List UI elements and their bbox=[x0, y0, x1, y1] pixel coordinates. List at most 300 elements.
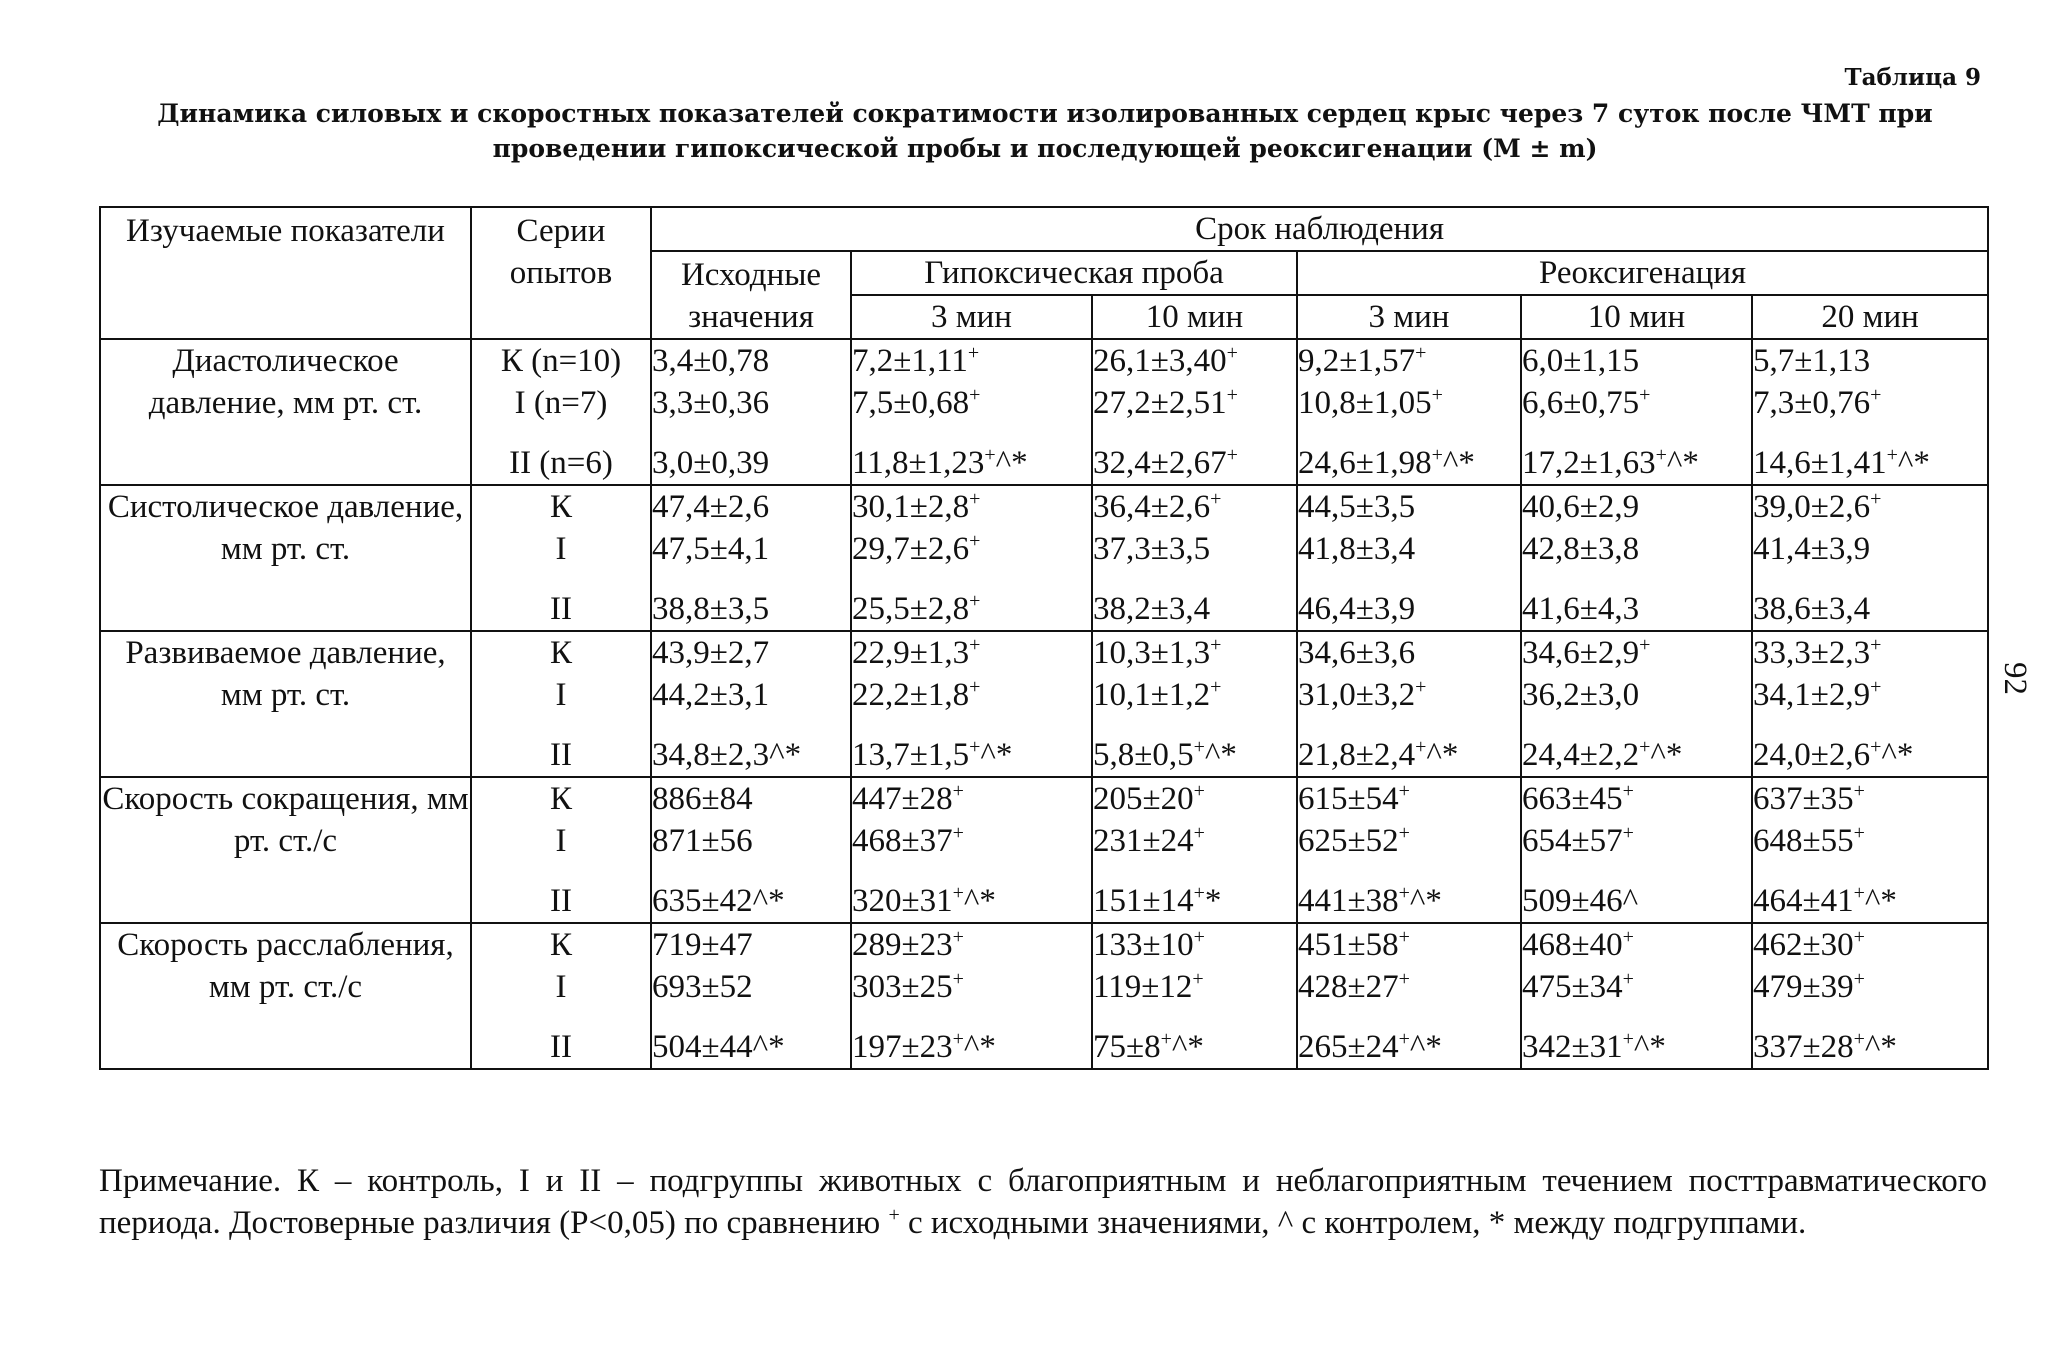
value-text: 46,4±3,9 bbox=[1298, 591, 1416, 627]
significance-mark: + bbox=[1853, 882, 1865, 904]
value-entry bbox=[1753, 382, 1987, 424]
value-text: 462±30 bbox=[1753, 927, 1854, 963]
value-text: 654±57 bbox=[1522, 823, 1623, 859]
indicator-label: Диастолическое давление, мм рт. ст. bbox=[100, 339, 471, 485]
significance-mark: + bbox=[1853, 780, 1865, 802]
value-cell bbox=[651, 631, 851, 777]
value-text: 17,2±1,63 bbox=[1522, 445, 1656, 481]
header-period: Срок наблюдения bbox=[651, 207, 1988, 251]
significance-mark: + bbox=[1622, 780, 1634, 802]
header-reox-3min: 3 мин bbox=[1297, 295, 1521, 339]
value-text: 10,3±1,3 bbox=[1093, 635, 1211, 671]
value-entry bbox=[1753, 442, 1987, 484]
value-entry bbox=[1093, 528, 1296, 570]
value-entry bbox=[1522, 924, 1751, 966]
value-text: 32,4±2,67 bbox=[1093, 445, 1227, 481]
significance-mark: + bbox=[1853, 926, 1865, 948]
value-text: 41,6±4,3 bbox=[1522, 591, 1640, 627]
value-text: 303±25 bbox=[852, 969, 953, 1005]
value-entry bbox=[1093, 880, 1296, 922]
value-text: 663±45 bbox=[1522, 781, 1623, 817]
value-entry bbox=[652, 632, 850, 674]
significance-mark: + bbox=[1226, 384, 1238, 406]
significance-mark: + bbox=[1622, 822, 1634, 844]
value-entry bbox=[652, 588, 850, 630]
value-text: 22,9±1,3 bbox=[852, 635, 970, 671]
value-text: 342±31 bbox=[1522, 1029, 1623, 1065]
value-entry bbox=[1522, 820, 1751, 862]
value-entry bbox=[852, 486, 1091, 528]
value-entry bbox=[1093, 486, 1296, 528]
significance-suffix: ^* bbox=[1409, 883, 1442, 919]
value-text: 464±41 bbox=[1753, 883, 1854, 919]
value-text: 648±55 bbox=[1753, 823, 1854, 859]
value-text: 205±20 bbox=[1093, 781, 1194, 817]
value-entry bbox=[1753, 632, 1987, 674]
value-entry bbox=[1522, 966, 1751, 1008]
value-text: 475±34 bbox=[1522, 969, 1623, 1005]
value-entry bbox=[852, 880, 1091, 922]
significance-mark: + bbox=[1398, 968, 1410, 990]
value-cell bbox=[651, 485, 851, 631]
value-entry bbox=[1298, 778, 1520, 820]
value-text: 75±8 bbox=[1093, 1029, 1161, 1065]
table-number: Таблица 9 bbox=[1844, 64, 1981, 91]
significance-mark: + bbox=[1886, 444, 1898, 466]
value-text: 38,8±3,5 bbox=[652, 591, 770, 627]
significance-mark: + bbox=[1853, 822, 1865, 844]
value-text: 504±44^* bbox=[652, 1029, 785, 1065]
value-text: 24,6±1,98 bbox=[1298, 445, 1432, 481]
value-entry bbox=[1093, 924, 1296, 966]
value-entry bbox=[1753, 486, 1987, 528]
value-entry bbox=[1093, 820, 1296, 862]
significance-mark: + bbox=[1226, 444, 1238, 466]
value-text: 22,2±1,8 bbox=[852, 677, 970, 713]
value-text: 5,7±1,13 bbox=[1753, 343, 1871, 379]
value-entry bbox=[652, 528, 850, 570]
value-text: 320±31 bbox=[852, 883, 953, 919]
significance-suffix: ^* bbox=[980, 737, 1013, 773]
value-entry bbox=[1522, 528, 1751, 570]
value-text: 47,4±2,6 bbox=[652, 489, 770, 525]
value-text: 468±40 bbox=[1522, 927, 1623, 963]
value-text: 41,8±3,4 bbox=[1298, 531, 1416, 567]
value-entry bbox=[1298, 442, 1520, 484]
value-entry bbox=[1093, 674, 1296, 716]
header-hypoxia: Гипоксическая проба bbox=[851, 251, 1297, 295]
note-plus-mark: + bbox=[888, 1204, 900, 1226]
value-text: 635±42^* bbox=[652, 883, 785, 919]
significance-mark: + bbox=[969, 530, 981, 552]
significance-suffix: ^* bbox=[995, 445, 1028, 481]
header-indicator: Изучаемые показатели bbox=[100, 207, 471, 339]
value-text: 21,8±2,4 bbox=[1298, 737, 1416, 773]
value-entry bbox=[1093, 340, 1296, 382]
significance-mark: + bbox=[1210, 676, 1222, 698]
value-text: 38,6±3,4 bbox=[1753, 591, 1871, 627]
value-entry bbox=[652, 1026, 850, 1068]
value-entry bbox=[1753, 778, 1987, 820]
value-text: 10,1±1,2 bbox=[1093, 677, 1211, 713]
header-series: Серии опытов bbox=[471, 207, 651, 339]
value-text: 25,5±2,8 bbox=[852, 591, 970, 627]
value-text: 451±58 bbox=[1298, 927, 1399, 963]
value-cell bbox=[1297, 631, 1521, 777]
significance-mark: + bbox=[1870, 676, 1882, 698]
value-text: 9,2±1,57 bbox=[1298, 343, 1416, 379]
significance-mark: + bbox=[952, 926, 964, 948]
table-title: Динамика силовых и скоростных показателей сократимости изолированных сердец крыс через 7 суток после ЧМТ при проведении гипоксической пробы и последующей реоксигенации (M ± m) bbox=[157, 99, 1933, 163]
significance-mark: + bbox=[1398, 1028, 1410, 1050]
value-entry bbox=[1753, 674, 1987, 716]
value-entry bbox=[1753, 966, 1987, 1008]
significance-mark: + bbox=[1193, 882, 1205, 904]
series-label: К (n=10) bbox=[500, 343, 622, 379]
value-entry bbox=[652, 442, 850, 484]
value-entry bbox=[1093, 966, 1296, 1008]
value-cell bbox=[1092, 923, 1297, 1069]
value-entry bbox=[1298, 880, 1520, 922]
value-text: 509±46^ bbox=[1522, 883, 1639, 919]
value-text: 7,5±0,68 bbox=[852, 385, 970, 421]
value-entry bbox=[1522, 588, 1751, 630]
table-note bbox=[99, 1160, 1987, 1244]
value-text: 231±24 bbox=[1093, 823, 1194, 859]
value-entry bbox=[1753, 924, 1987, 966]
header-hyp-10min: 10 мин bbox=[1092, 295, 1297, 339]
value-entry bbox=[1298, 924, 1520, 966]
series-label: II bbox=[550, 883, 572, 919]
series-label: II (n=6) bbox=[509, 445, 613, 481]
value-entry bbox=[652, 924, 850, 966]
significance-suffix: ^* bbox=[963, 883, 996, 919]
value-entry bbox=[1093, 442, 1296, 484]
value-text: 11,8±1,23 bbox=[852, 445, 985, 481]
value-text: 40,6±2,9 bbox=[1522, 489, 1640, 525]
significance-mark: + bbox=[1160, 1028, 1172, 1050]
significance-mark: + bbox=[984, 444, 996, 466]
significance-mark: + bbox=[952, 968, 964, 990]
value-entry bbox=[1522, 340, 1751, 382]
significance-suffix: ^* bbox=[1426, 737, 1459, 773]
value-entry bbox=[1298, 966, 1520, 1008]
value-text: 7,3±0,76 bbox=[1753, 385, 1871, 421]
value-entry bbox=[652, 820, 850, 862]
value-text: 447±28 bbox=[852, 781, 953, 817]
table-row bbox=[100, 923, 1988, 1069]
header-hyp-3min: 3 мин bbox=[851, 295, 1092, 339]
value-text: 6,6±0,75 bbox=[1522, 385, 1640, 421]
data-table bbox=[99, 206, 1989, 1070]
value-cell bbox=[1092, 339, 1297, 485]
significance-mark: + bbox=[1853, 968, 1865, 990]
value-entry bbox=[1522, 382, 1751, 424]
significance-mark: + bbox=[1415, 676, 1427, 698]
series-cell bbox=[471, 777, 651, 923]
table-row bbox=[100, 631, 1988, 777]
significance-mark: + bbox=[1431, 444, 1443, 466]
value-text: 36,4±2,6 bbox=[1093, 489, 1211, 525]
significance-mark: + bbox=[969, 736, 981, 758]
value-entry bbox=[1753, 588, 1987, 630]
significance-mark: + bbox=[1398, 822, 1410, 844]
significance-suffix: ^* bbox=[1409, 1029, 1442, 1065]
value-entry bbox=[1093, 632, 1296, 674]
significance-mark: + bbox=[1193, 926, 1205, 948]
value-text: 625±52 bbox=[1298, 823, 1399, 859]
value-cell bbox=[651, 777, 851, 923]
value-text: 47,5±4,1 bbox=[652, 531, 770, 567]
value-text: 43,9±2,7 bbox=[652, 635, 770, 671]
significance-mark: + bbox=[1639, 736, 1651, 758]
series-cell bbox=[471, 339, 651, 485]
value-entry bbox=[852, 1026, 1091, 1068]
value-cell bbox=[1297, 339, 1521, 485]
significance-mark: + bbox=[1622, 926, 1634, 948]
table-row bbox=[100, 777, 1988, 923]
header-reox-10min: 10 мин bbox=[1521, 295, 1752, 339]
value-entry bbox=[1522, 778, 1751, 820]
series-cell bbox=[471, 631, 651, 777]
value-text: 615±54 bbox=[1298, 781, 1399, 817]
significance-suffix: ^* bbox=[1633, 1029, 1666, 1065]
value-text: 5,8±0,5 bbox=[1093, 737, 1194, 773]
significance-mark: + bbox=[969, 590, 981, 612]
significance-mark: + bbox=[1210, 488, 1222, 510]
value-text: 34,8±2,3^* bbox=[652, 737, 802, 773]
value-text: 428±27 bbox=[1298, 969, 1399, 1005]
significance-mark: + bbox=[1655, 444, 1667, 466]
value-entry bbox=[1522, 486, 1751, 528]
value-cell bbox=[1521, 631, 1752, 777]
value-entry bbox=[1753, 734, 1987, 776]
value-text: 29,7±2,6 bbox=[852, 531, 970, 567]
significance-suffix: ^* bbox=[1881, 737, 1914, 773]
significance-mark: + bbox=[1415, 736, 1427, 758]
value-entry bbox=[652, 734, 850, 776]
series-label: I (n=7) bbox=[514, 385, 608, 421]
value-entry bbox=[1298, 588, 1520, 630]
value-text: 39,0±2,6 bbox=[1753, 489, 1871, 525]
value-cell bbox=[851, 485, 1092, 631]
value-entry bbox=[852, 528, 1091, 570]
value-entry bbox=[1093, 382, 1296, 424]
significance-mark: + bbox=[1398, 780, 1410, 802]
value-text: 13,7±1,5 bbox=[852, 737, 970, 773]
value-text: 6,0±1,15 bbox=[1522, 343, 1640, 379]
value-entry bbox=[852, 778, 1091, 820]
note-text-2: с исходными значениями, ^ с контролем, * между подгруппами. bbox=[899, 1205, 1807, 1241]
value-text: 719±47 bbox=[652, 927, 753, 963]
value-cell bbox=[1752, 777, 1988, 923]
significance-mark: + bbox=[1639, 634, 1651, 656]
value-entry bbox=[1298, 486, 1520, 528]
value-text: 479±39 bbox=[1753, 969, 1854, 1005]
value-entry bbox=[1298, 734, 1520, 776]
series-label: I bbox=[555, 969, 567, 1005]
significance-suffix: ^* bbox=[1864, 883, 1897, 919]
significance-mark: + bbox=[1622, 1028, 1634, 1050]
indicator-label: Скорость сокращения, мм рт. ст./с bbox=[100, 777, 471, 923]
value-entry bbox=[1093, 734, 1296, 776]
series-cell bbox=[471, 485, 651, 631]
value-entry bbox=[1753, 1026, 1987, 1068]
significance-mark: + bbox=[1639, 384, 1651, 406]
value-text: 7,2±1,11 bbox=[852, 343, 968, 379]
series-label: I bbox=[555, 677, 567, 713]
indicator-label: Развиваемое давление, мм рт. ст. bbox=[100, 631, 471, 777]
value-entry bbox=[1298, 1026, 1520, 1068]
value-entry bbox=[1522, 674, 1751, 716]
value-text: 36,2±3,0 bbox=[1522, 677, 1640, 713]
value-text: 151±14 bbox=[1093, 883, 1194, 919]
value-entry bbox=[852, 820, 1091, 862]
significance-mark: + bbox=[1192, 968, 1204, 990]
significance-mark: + bbox=[969, 488, 981, 510]
value-entry bbox=[1753, 880, 1987, 922]
value-cell bbox=[1521, 777, 1752, 923]
significance-mark: + bbox=[969, 384, 981, 406]
note-text-1: Примечание. К – контроль, I и II – подгруппы животных с благоприятным и неблагоприятным течением посттравматического периода. Достоверные различия (P<0,05) по сравнению bbox=[99, 1163, 1987, 1241]
value-text: 3,0±0,39 bbox=[652, 445, 770, 481]
significance-mark: + bbox=[952, 1028, 964, 1050]
significance-mark: + bbox=[1431, 384, 1443, 406]
significance-mark: + bbox=[1398, 882, 1410, 904]
value-text: 886±84 bbox=[652, 781, 753, 817]
value-text: 197±23 bbox=[852, 1029, 953, 1065]
significance-mark: + bbox=[1853, 1028, 1865, 1050]
value-text: 34,6±3,6 bbox=[1298, 635, 1416, 671]
significance-mark: + bbox=[1870, 634, 1882, 656]
header-reox-20min: 20 мин bbox=[1752, 295, 1988, 339]
value-text: 24,4±2,2 bbox=[1522, 737, 1640, 773]
significance-mark: + bbox=[952, 882, 964, 904]
value-cell bbox=[1297, 485, 1521, 631]
significance-mark: + bbox=[1870, 736, 1882, 758]
value-entry bbox=[1522, 880, 1751, 922]
value-entry bbox=[1093, 588, 1296, 630]
value-text: 33,3±2,3 bbox=[1753, 635, 1871, 671]
header-initial: Исходные значения bbox=[651, 251, 851, 339]
value-cell bbox=[1521, 339, 1752, 485]
value-entry bbox=[1753, 340, 1987, 382]
significance-mark: + bbox=[1622, 968, 1634, 990]
significance-mark: + bbox=[969, 676, 981, 698]
value-text: 38,2±3,4 bbox=[1093, 591, 1211, 627]
value-entry bbox=[852, 734, 1091, 776]
value-text: 27,2±2,51 bbox=[1093, 385, 1227, 421]
value-cell bbox=[851, 631, 1092, 777]
significance-mark: + bbox=[1415, 342, 1427, 364]
significance-suffix: ^* bbox=[1171, 1029, 1204, 1065]
value-entry bbox=[852, 632, 1091, 674]
value-entry bbox=[1298, 820, 1520, 862]
value-entry bbox=[652, 340, 850, 382]
value-text: 265±24 bbox=[1298, 1029, 1399, 1065]
value-text: 693±52 bbox=[652, 969, 753, 1005]
indicator-label: Скорость расслабления, мм рт. ст./с bbox=[100, 923, 471, 1069]
value-entry bbox=[1093, 778, 1296, 820]
value-cell bbox=[1297, 923, 1521, 1069]
value-cell bbox=[851, 923, 1092, 1069]
value-entry bbox=[852, 588, 1091, 630]
significance-suffix: ^* bbox=[1442, 445, 1475, 481]
significance-mark: + bbox=[1210, 634, 1222, 656]
value-text: 31,0±3,2 bbox=[1298, 677, 1416, 713]
value-entry bbox=[1522, 442, 1751, 484]
value-entry bbox=[1298, 382, 1520, 424]
value-text: 637±35 bbox=[1753, 781, 1854, 817]
indicator-label: Систолическое давление, мм рт. ст. bbox=[100, 485, 471, 631]
series-label: К bbox=[549, 635, 572, 671]
value-text: 119±12 bbox=[1093, 969, 1193, 1005]
value-text: 10,8±1,05 bbox=[1298, 385, 1432, 421]
value-entry bbox=[1753, 528, 1987, 570]
value-text: 34,1±2,9 bbox=[1753, 677, 1871, 713]
significance-mark: + bbox=[1193, 780, 1205, 802]
value-entry bbox=[1522, 632, 1751, 674]
value-entry bbox=[652, 966, 850, 1008]
value-entry bbox=[1522, 734, 1751, 776]
significance-mark: + bbox=[1398, 926, 1410, 948]
series-label: К bbox=[549, 489, 572, 525]
significance-suffix: ^* bbox=[1204, 737, 1237, 773]
significance-mark: + bbox=[969, 634, 981, 656]
value-entry bbox=[1753, 820, 1987, 862]
value-entry bbox=[1298, 528, 1520, 570]
value-text: 337±28 bbox=[1753, 1029, 1854, 1065]
value-cell bbox=[851, 777, 1092, 923]
value-text: 24,0±2,6 bbox=[1753, 737, 1871, 773]
series-label: II bbox=[550, 591, 572, 627]
value-cell bbox=[1752, 923, 1988, 1069]
value-text: 3,4±0,78 bbox=[652, 343, 770, 379]
value-entry bbox=[852, 442, 1091, 484]
significance-mark: + bbox=[1870, 384, 1882, 406]
significance-suffix: ^* bbox=[1897, 445, 1930, 481]
value-entry bbox=[652, 382, 850, 424]
significance-mark: + bbox=[952, 822, 964, 844]
value-text: 133±10 bbox=[1093, 927, 1194, 963]
series-cell bbox=[471, 923, 651, 1069]
value-entry bbox=[652, 880, 850, 922]
value-entry bbox=[1093, 1026, 1296, 1068]
value-entry bbox=[652, 674, 850, 716]
value-entry bbox=[852, 340, 1091, 382]
value-cell bbox=[1297, 777, 1521, 923]
value-entry bbox=[652, 486, 850, 528]
value-entry bbox=[852, 966, 1091, 1008]
value-text: 44,2±3,1 bbox=[652, 677, 770, 713]
value-entry bbox=[1298, 340, 1520, 382]
value-text: 44,5±3,5 bbox=[1298, 489, 1416, 525]
value-text: 14,6±1,41 bbox=[1753, 445, 1887, 481]
significance-mark: + bbox=[1226, 342, 1238, 364]
value-cell bbox=[851, 339, 1092, 485]
header-reoxygenation: Реоксигенация bbox=[1297, 251, 1988, 295]
page-number: 92 bbox=[1997, 662, 2033, 695]
significance-suffix: ^* bbox=[963, 1029, 996, 1065]
significance-suffix: * bbox=[1204, 883, 1222, 919]
value-text: 34,6±2,9 bbox=[1522, 635, 1640, 671]
significance-mark: + bbox=[1193, 736, 1205, 758]
series-label: I bbox=[555, 531, 567, 567]
significance-suffix: ^* bbox=[1666, 445, 1699, 481]
value-text: 468±37 bbox=[852, 823, 953, 859]
table-row bbox=[100, 485, 1988, 631]
value-cell bbox=[1521, 923, 1752, 1069]
